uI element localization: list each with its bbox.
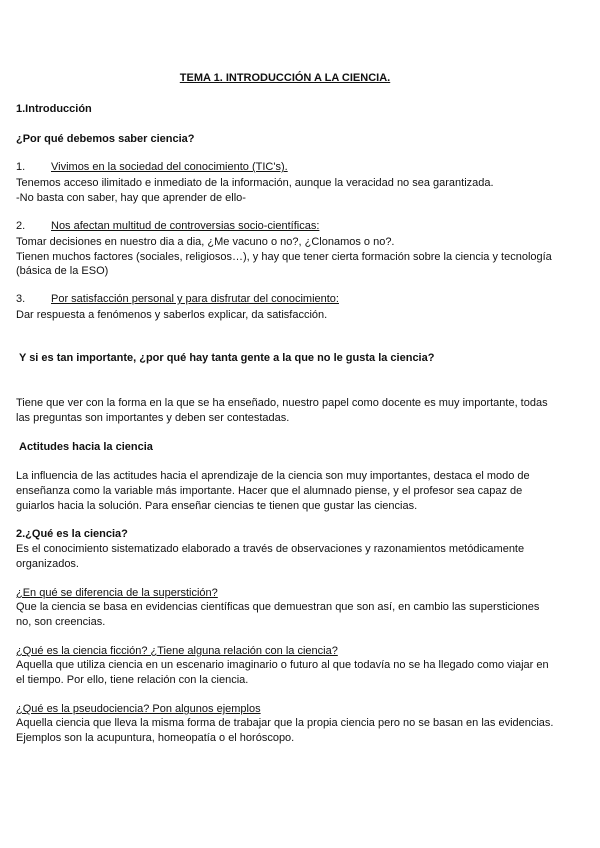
point-2-title: Nos afectan multitud de controversias socio-científicas: xyxy=(51,220,320,232)
point-2-line-1: Tomar decisiones en nuestro dia a dia, ¿Me vacuno o no?, ¿Clonamos o no?. xyxy=(16,236,395,248)
document-title: TEMA 1. INTRODUCCIÓN A LA CIENCIA. xyxy=(179,72,391,84)
attitudes-line-1: La influencia de las actitudes hacia el aprendizaje de la ciencia son muy importantes, destaca el modo de xyxy=(16,470,530,482)
attitudes-line-2: enseñanza como la variable más importante. Hacer que el alumnado piense, y el profesor sea capaz de xyxy=(16,485,523,497)
answer-supersticion-line-1: Que la ciencia se basa en evidencias científicas que demuestran que son así, en cambio las supersticiones xyxy=(16,601,540,613)
why-dislike-line-2: las preguntas son importantes y deben ser contestadas. xyxy=(16,412,290,424)
what-is-line-2: organizados. xyxy=(16,558,79,570)
attitudes-line-3: guiarlos hacia la solución. Para enseñar ciencias te tienen que gustar las ciencias. xyxy=(16,500,418,512)
answer-ciencia-ficcion-line-2: el tiempo. Por ello, tiene relación con la ciencia. xyxy=(16,674,249,686)
answer-supersticion-line-2: no, son creencias. xyxy=(16,616,106,628)
point-1-number: 1. xyxy=(16,161,26,173)
point-1-title: Vivimos en la sociedad del conocimiento (TIC's). xyxy=(51,161,288,173)
what-is-line-1: Es el conocimiento sistematizado elaborado a través de observaciones y razonamientos metódicamente xyxy=(16,543,525,555)
question-why-dislike: Y si es tan importante, ¿por qué hay tanta gente a la que no le gusta la ciencia? xyxy=(19,352,435,364)
point-2-line-3: (básica de la ESO) xyxy=(16,265,109,277)
section-heading-actitudes: Actitudes hacia la ciencia xyxy=(19,441,153,453)
section-heading-introduccion: 1.Introducción xyxy=(16,103,92,115)
question-supersticion: ¿En qué se diferencia de la superstición? xyxy=(16,587,218,599)
question-ciencia-ficcion: ¿Qué es la ciencia ficción? ¿Tiene alguna relación con la ciencia? xyxy=(16,645,338,657)
question-why-know-science: ¿Por qué debemos saber ciencia? xyxy=(16,133,195,145)
point-3-line-1: Dar respuesta a fenómenos y saberlos explicar, da satisfacción. xyxy=(16,309,328,321)
section-heading-que-es-ciencia: 2.¿Qué es la ciencia? xyxy=(16,528,128,540)
why-dislike-line-1: Tiene que ver con la forma en la que se ha enseñado, nuestro papel como docente es muy importante, todas xyxy=(16,397,548,409)
question-pseudociencia: ¿Qué es la pseudociencia? Pon algunos ejemplos xyxy=(16,703,261,715)
answer-pseudociencia-line-2: Ejemplos son la acupuntura, homeopatía o el horóscopo. xyxy=(16,732,295,744)
answer-pseudociencia-line-1: Aquella ciencia que lleva la misma forma de trabajar que la propia ciencia pero no se basan en las evidencias. xyxy=(16,717,554,729)
point-1-line-1: Tenemos acceso ilimitado e inmediato de la información, aunque la veracidad no sea garantizada. xyxy=(16,177,494,189)
point-3-title: Por satisfacción personal y para disfrutar del conocimiento: xyxy=(51,293,339,305)
answer-ciencia-ficcion-line-1: Aquella que utiliza ciencia en un escenario imaginario o futuro al que todavía no se ha llegado como viajar en xyxy=(16,659,549,671)
point-2-number: 2. xyxy=(16,220,26,232)
point-1-line-2: -No basta con saber, hay que aprender de ello- xyxy=(16,192,246,204)
point-2-line-2: Tienen muchos factores (sociales, religiosos…), y hay que tener cierta formación sobre la ciencia y tecnología xyxy=(16,251,552,263)
point-3-number: 3. xyxy=(16,293,26,305)
